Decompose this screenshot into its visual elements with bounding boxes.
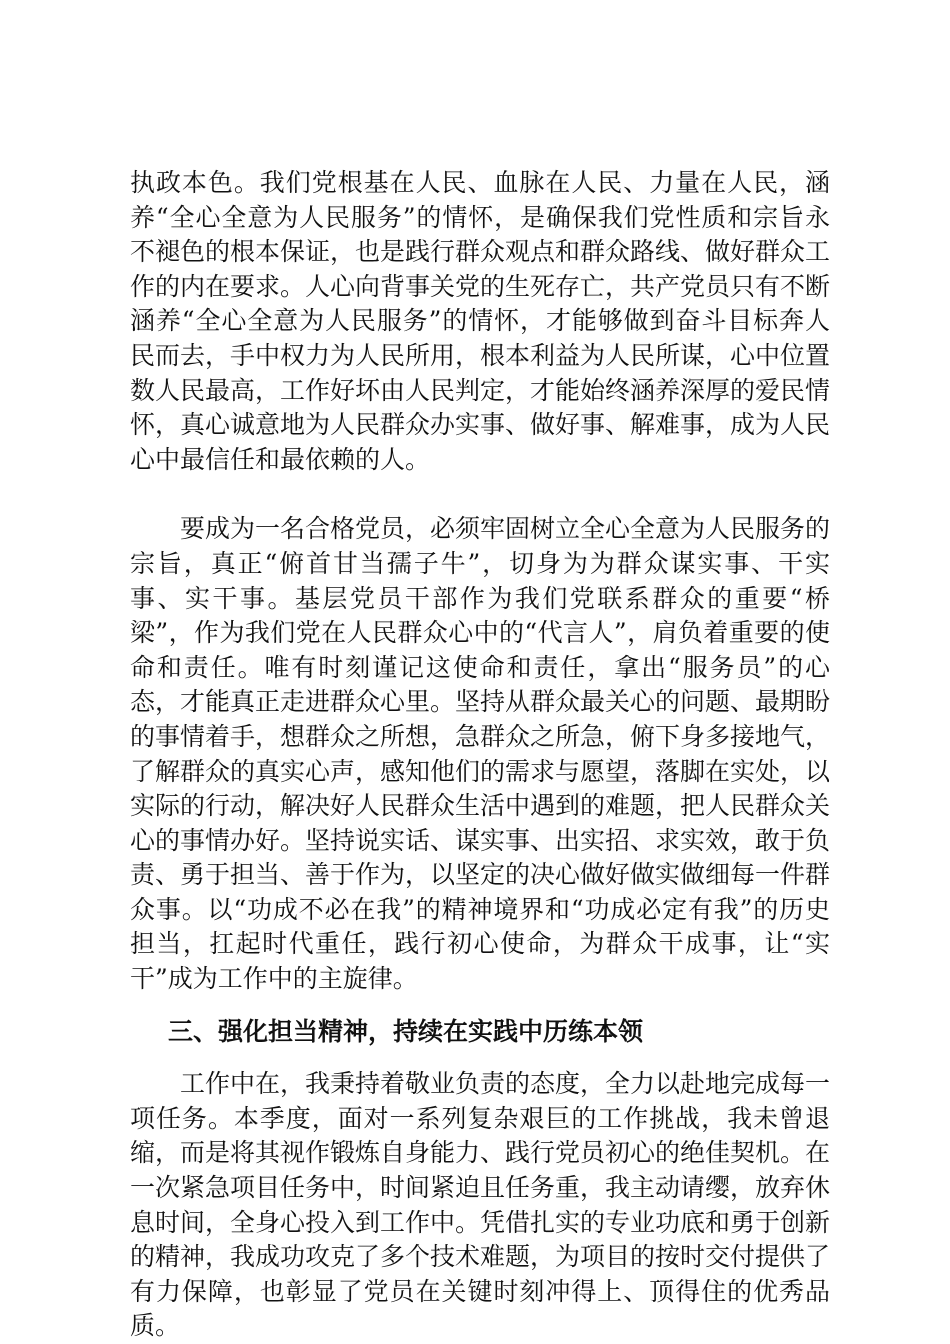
document-body [130,166,830,1344]
section-heading: 三、强化担当精神，持续在实践中历练本领 [168,1016,644,1046]
paragraph-qualified-member: 要成为一名合格党员，必须牢固树立全心全意为人民服务的宗旨，真正“俯首甘当孺子牛”，切身为为群众谋实事、干实事、实干事。基层党员干部作为我们党联系群众的重要“桥梁”，作为我们党在人民群众心中的“代言人”，肩负着重要的使命和责任。唯有时刻谨记这使命和责任，拿出“服务员”的心态，才能真正走进群众心里。坚持从群众最关心的问题、最期盼的事情着手，想群众之所想，急群众之所急，俯下身多接地气，了解群众的真实心声，感知他们的需求与愿望，落脚在实处，以实际的行动，解决好人民群众生活中遇到的难题，把人民群众关心的事情办好。坚持说实话、谋实事、出实招、求实效，敢于负责、勇于担当、善于作为，以坚定的决心做好做实做细每一件群众事。以“功成不必在我”的精神境界和“功成必定有我”的历史担当，扛起时代重任，践行初心使命，为群众干成事，让“实干”成为工作中的主旋律。 [130,514,831,994]
paragraph-work-practice: 工作中在，我秉持着敬业负责的态度，全力以赴地完成每一项任务。本季度，面对一系列复杂艰巨的工作挑战，我未曾退缩，而是将其视作锻炼自身能力、践行党员初心的绝佳契机。在一次紧急项目任务中，时间紧迫且任务重，我主动请缨，放弃休息时间，全身心投入到工作中。凭借扎实的专业功底和勇于创新的精神，我成功攻克了多个技术难题，为项目的按时交付提供了有力保障，也彰显了党员在关键时刻冲得上、顶得住的优秀品质。 [130,1069,831,1341]
paragraph-continuation: 执政本色。我们党根基在人民、血脉在人民、力量在人民，涵养“全心全意为人民服务”的情怀，是确保我们党性质和宗旨永不褪色的根本保证，也是践行群众观点和群众路线、做好群众工作的内在要求。人心向背事关党的生死存亡，共产党员只有不断涵养“全心全意为人民服务”的情怀，才能够做到奋斗目标奔人民而去，手中权力为人民所用，根本利益为人民所谋，心中位置数人民最高，工作好坏由人民判定，才能始终涵养深厚的爱民情怀，真心诚意地为人民群众办实事、做好事、解难事，成为人民心中最信任和最依赖的人。 [130,168,831,474]
